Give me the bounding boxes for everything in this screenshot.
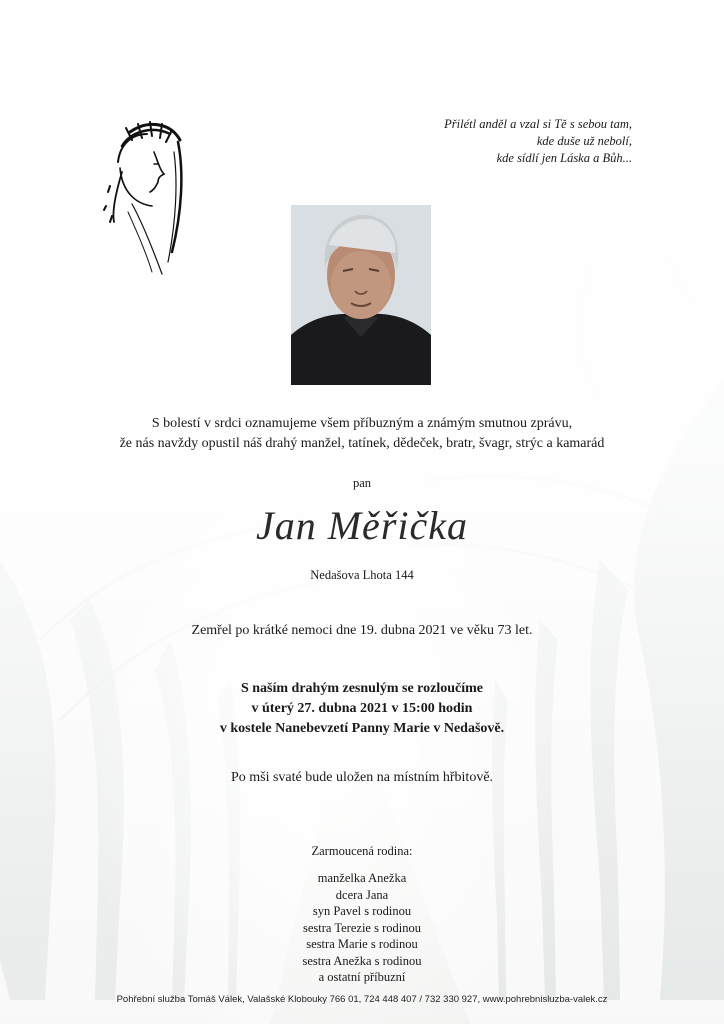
portrait-photo bbox=[291, 205, 431, 385]
family-list bbox=[0, 870, 724, 986]
poem-line: kde sídlí jen Láska a Bůh... bbox=[496, 151, 632, 165]
deceased-name: Jan Měřička bbox=[255, 503, 468, 548]
family-member: sestra Marie s rodinou bbox=[306, 937, 418, 951]
family-member: sestra Terezie s rodinou bbox=[303, 920, 421, 935]
angel-sketch-icon bbox=[92, 112, 192, 277]
intro-line: S bolestí v srdci oznamujeme všem příbuzným a známým smutnou zprávu, bbox=[151, 416, 573, 431]
salutation: pan bbox=[352, 476, 372, 490]
family-member: dcera Jana bbox=[335, 887, 389, 902]
funeral-service-footer: Pohřební služba Tomáš Válek, Valašské Klobouky 766 01, 724 448 407 / 732 330 927, www.pohrebnisluzba-valek.cz bbox=[116, 994, 608, 1005]
intro-text bbox=[0, 414, 724, 454]
poem-line: kde duše už nebolí, bbox=[536, 134, 632, 148]
family-member: sestra Anežka s rodinou bbox=[302, 953, 422, 968]
burial-notice: Po mši svaté bude uložen na místním hřbitově. bbox=[230, 770, 494, 785]
intro-line: že nás navždy opustil náš drahý manžel, tatínek, dědeček, bratr, švagr, strýc a kamarád bbox=[119, 436, 605, 451]
family-member: manželka Anežka bbox=[317, 871, 407, 885]
death-notice: Zemřel po krátké nemoci dne 19. dubna 2021 ve věku 73 let. bbox=[191, 623, 533, 638]
portrait-illustration bbox=[291, 205, 431, 385]
memorial-poem bbox=[312, 116, 632, 167]
family-member: a ostatní příbuzní bbox=[318, 970, 406, 984]
deceased-address: Nedašova Lhota 144 bbox=[310, 568, 414, 582]
family-member: syn Pavel s rodinou bbox=[312, 904, 412, 918]
farewell-line: S naším drahým zesnulým se rozloučíme bbox=[240, 681, 483, 696]
farewell-info bbox=[0, 679, 724, 739]
poem-line: Přilétl anděl a vzal si Tě s sebou tam, bbox=[444, 117, 632, 131]
family-title: Zarmoucená rodina: bbox=[311, 844, 413, 858]
farewell-line: v kostele Nanebevzetí Panny Marie v Nedašově. bbox=[219, 721, 505, 736]
farewell-line: v úterý 27. dubna 2021 v 15:00 hodin bbox=[251, 701, 473, 716]
